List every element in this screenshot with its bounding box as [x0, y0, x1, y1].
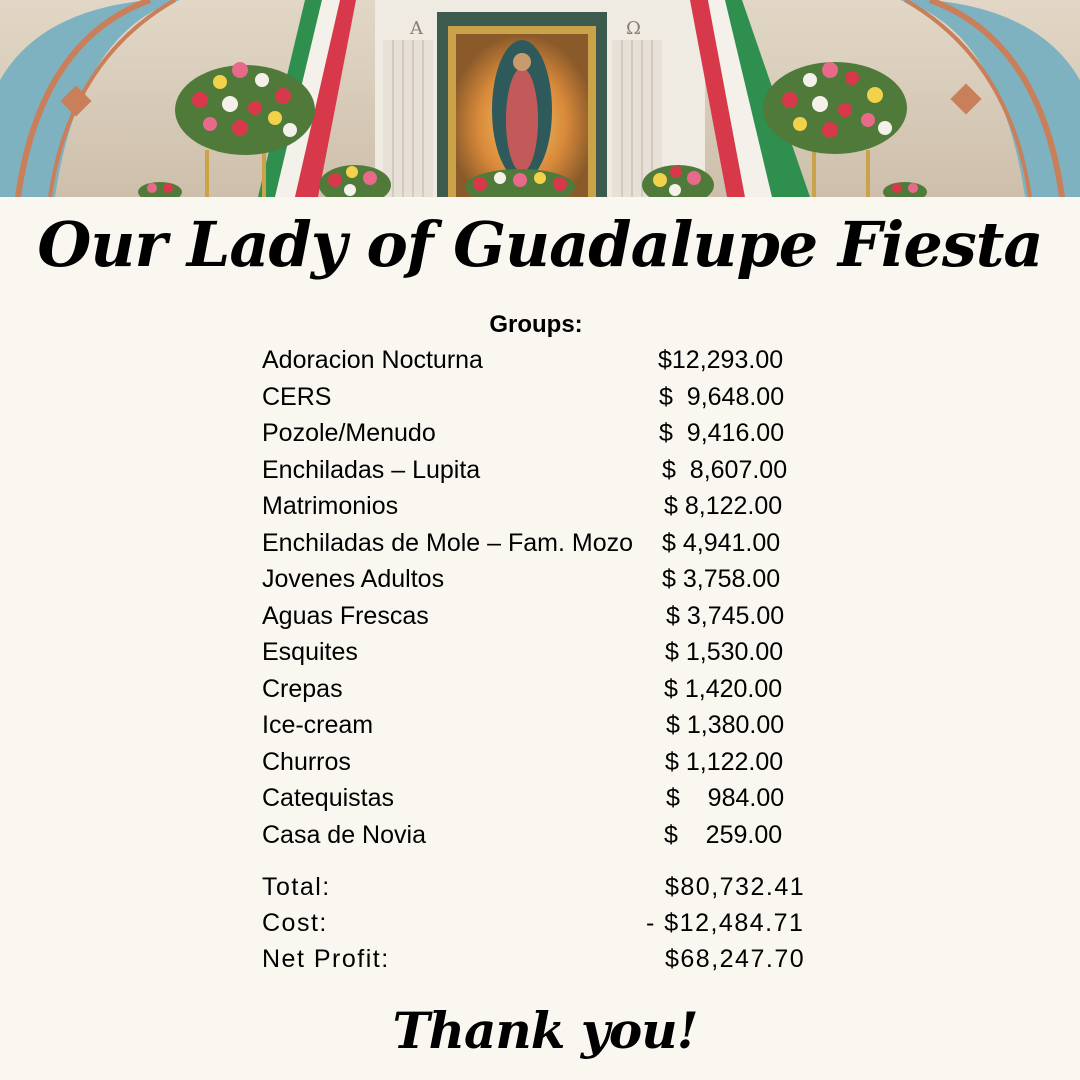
total-value: $80,732.41 — [665, 873, 806, 901]
thank-you-text: Thank you! — [392, 1001, 698, 1060]
altar-letter-omega: Ω — [626, 18, 641, 39]
total-row — [262, 869, 822, 905]
list-item — [262, 707, 822, 744]
list-item — [262, 525, 822, 562]
group-name: Esquites — [262, 638, 358, 666]
list-item — [262, 817, 822, 854]
altar-letter-alpha: A — [410, 18, 423, 39]
list-item — [262, 379, 822, 416]
group-amount: $ 9,416.00 — [659, 419, 785, 447]
list-item — [262, 671, 822, 708]
list-item — [262, 598, 822, 635]
group-name: Ice-cream — [262, 711, 374, 739]
group-name: Aguas Frescas — [262, 601, 429, 630]
groups-heading: Groups: — [489, 311, 583, 338]
group-amount: $ 984.00 — [666, 784, 785, 812]
group-amount: $ 1,122.00 — [665, 747, 784, 776]
cost-row — [262, 905, 822, 941]
total-label: Total: — [262, 873, 331, 901]
group-name: Enchiladas – Lupita — [262, 455, 481, 484]
group-name: Adoracion Nocturna — [262, 346, 483, 374]
net-profit-value: $68,247.70 — [665, 945, 806, 973]
list-item — [262, 488, 822, 525]
group-amount: $ 4,941.00 — [662, 528, 781, 557]
group-amount: $ 8,607.00 — [662, 455, 788, 484]
net-profit-label: Net Profit: — [262, 945, 390, 973]
group-name: Jovenes Adultos — [262, 565, 445, 593]
groups-list — [262, 342, 822, 853]
group-name: Casa de Novia — [262, 820, 426, 849]
list-item — [262, 744, 822, 781]
list-item — [262, 634, 822, 671]
header-photo-altar — [0, 0, 1080, 197]
group-amount: $ 9,648.00 — [659, 382, 785, 411]
group-name: CERS — [262, 382, 332, 411]
group-amount: $ 3,758.00 — [662, 565, 781, 593]
group-name: Matrimonios — [262, 492, 399, 520]
list-item — [262, 415, 822, 452]
cost-value: - $12,484.71 — [646, 909, 805, 937]
group-name: Catequistas — [262, 784, 395, 812]
group-amount: $ 1,380.00 — [666, 711, 785, 739]
group-amount: $ 3,745.00 — [666, 601, 785, 630]
group-name: Enchiladas de Mole – Fam. Mozo — [262, 528, 634, 557]
group-name: Crepas — [262, 674, 343, 703]
page-title: Our Lady of Guadalupe Fiesta — [37, 208, 1043, 281]
group-amount: $12,293.00 — [658, 346, 784, 374]
list-item — [262, 452, 822, 489]
group-amount: $ 1,530.00 — [665, 638, 784, 666]
group-amount: $ 8,122.00 — [664, 492, 783, 520]
group-amount: $ 1,420.00 — [664, 674, 783, 703]
list-item — [262, 561, 822, 598]
group-amount: $ 259.00 — [664, 820, 783, 849]
group-name: Pozole/Menudo — [262, 419, 436, 447]
net-profit-row — [262, 941, 822, 977]
cost-label: Cost: — [262, 909, 328, 937]
group-name: Churros — [262, 747, 351, 776]
list-item — [262, 342, 822, 379]
totals-section — [262, 869, 822, 977]
list-item — [262, 780, 822, 817]
